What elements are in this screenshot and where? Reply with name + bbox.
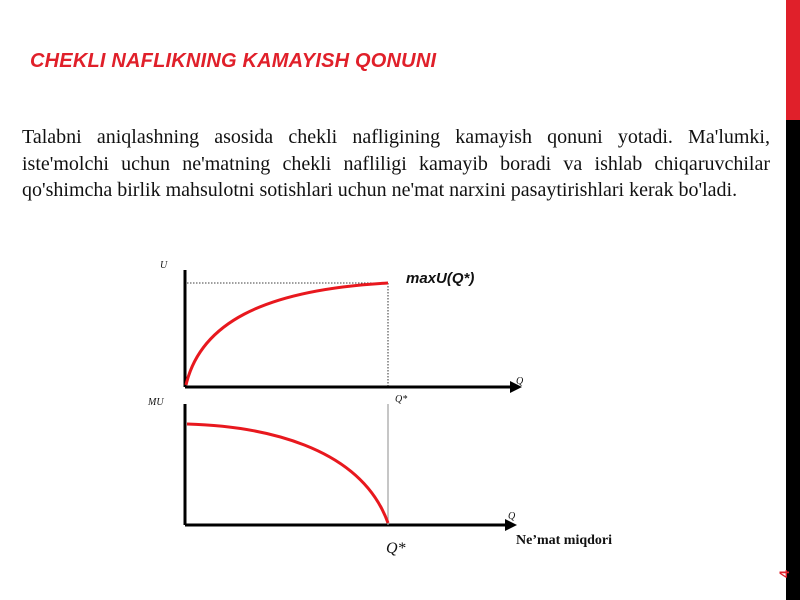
max-utility-label: maxU(Q*) [406,270,475,287]
top-x-axis-label: Q [516,376,524,387]
body-paragraph: Talabni aniqlashning asosida chekli nafligining kamayish qonuni yotadi. Ma'lumki, iste'molchi uchun ne'matning chekli nafliligi kamayib boradi va ishlab chiqaruvchilar qo'shimcha birlik mahsulotni sotishlari uchun ne'mat narxini pasaytirishlari kerak bo'ladi. [22,126,770,201]
bottom-x-axis-label: Q [508,511,516,522]
total-utility-curve [186,283,388,385]
slide-title: CHEKLI NAFLIKNING KAMAYISH QONUNI [30,50,437,72]
quantity-caption: Ne’mat miqdori [516,533,613,548]
sidebar-red-accent [786,0,800,120]
qstar-bottom-label: Q* [386,540,406,557]
marginal-utility-curve [187,424,388,523]
page-number: 4 [776,570,793,578]
top-y-axis-label: U [160,260,168,271]
bottom-y-axis-label: MU [148,397,164,408]
right-sidebar-bar [786,0,800,600]
qstar-small-label: Q* [395,394,408,405]
